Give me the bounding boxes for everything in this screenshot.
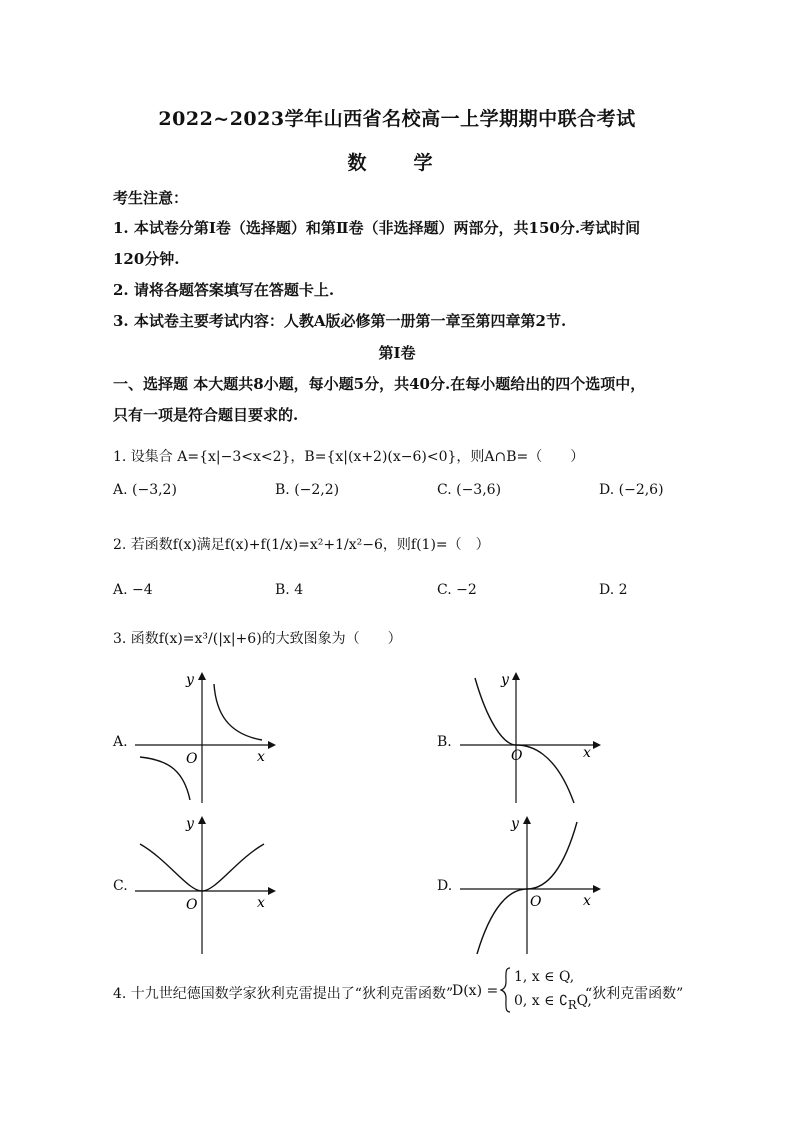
subject-title: 数 学 xyxy=(347,152,447,174)
exam-title: 2022~2023学年山西省名校高一上学期期中联合考试 xyxy=(158,108,636,130)
q4-function: D(x) = xyxy=(452,983,499,999)
q2-option-c: C. −2 xyxy=(437,582,477,598)
notice-heading: 考生注意： xyxy=(113,189,189,207)
q3-option-a-label: A. xyxy=(113,734,128,750)
q4-case-2-sub: R xyxy=(567,997,577,1012)
q3-option-b-label: B. xyxy=(437,734,452,750)
section-label: 第Ⅰ卷 xyxy=(378,344,416,362)
x-axis-label: x xyxy=(583,745,591,761)
q2-option-a: A. −4 xyxy=(113,582,153,598)
origin-label: O xyxy=(186,751,198,767)
question-1: 1. 设集合 A={x|−3<x<2}，B={x|(x+2)(x−6)<0}，则A∩B=（ ） xyxy=(113,449,585,465)
q1-option-a: A. (−3,2) xyxy=(113,482,177,498)
q4-case-1: 1, x ∈ Q, xyxy=(514,969,575,985)
brace-icon xyxy=(500,966,512,1014)
x-axis-label: x xyxy=(257,895,265,911)
origin-label: O xyxy=(186,897,198,913)
section-heading-cont: 只有一项是符合题目要求的. xyxy=(113,406,299,424)
y-axis-label: y xyxy=(501,672,509,688)
y-axis-label: y xyxy=(186,672,194,688)
q4-text-after: “狄利克雷函数” xyxy=(585,986,684,1002)
q2-option-d: D. 2 xyxy=(599,582,628,598)
q3-option-d-label: D. xyxy=(437,878,453,894)
q1-option-d: D. (−2,6) xyxy=(599,482,664,498)
q3-graph-c xyxy=(130,812,280,957)
origin-label: O xyxy=(511,748,523,764)
section-heading: 一、选择题 本大题共8小题，每小题5分，共40分.在每小题给出的四个选项中， xyxy=(113,375,646,393)
q3-graph-d xyxy=(455,812,605,957)
q4-case-2-end: Q, xyxy=(576,993,592,1009)
question-3: 3. 函数f(x)=x³/(|x|+6)的大致图象为（ ） xyxy=(113,631,402,647)
q4-case-2-main: 0, x ∈ ∁ xyxy=(514,993,568,1009)
q3-graph-b xyxy=(455,668,605,808)
notice-item-2: 2. 请将各题答案填写在答题卡上. xyxy=(113,281,335,299)
x-axis-label: x xyxy=(257,749,265,765)
x-axis-label: x xyxy=(583,893,591,909)
q2-option-b: B. 4 xyxy=(275,582,304,598)
y-axis-label: y xyxy=(511,816,519,832)
notice-item-1-cont: 120分钟. xyxy=(113,250,180,268)
question-2: 2. 若函数f(x)满足f(x)+f(1/x)=x²+1/x²−6，则f(1)=（ ） xyxy=(113,537,490,553)
y-axis-label: y xyxy=(186,816,194,832)
notice-item-1: 1. 本试卷分第Ⅰ卷（选择题）和第Ⅱ卷（非选择题）两部分，共150分.考试时间 xyxy=(113,219,641,237)
q3-graph-a xyxy=(130,668,280,808)
origin-label: O xyxy=(530,894,542,910)
notice-item-3: 3. 本试卷主要考试内容：人教A版必修第一册第一章至第四章第2节. xyxy=(113,312,567,330)
q3-option-c-label: C. xyxy=(113,878,128,894)
question-4: 4. 十九世纪德国数学家狄利克雷提出了“狄利克雷函数” xyxy=(113,986,454,1002)
q1-option-c: C. (−3,6) xyxy=(437,482,502,498)
q4-case-2 xyxy=(514,993,592,1012)
q1-option-b: B. (−2,2) xyxy=(275,482,340,498)
